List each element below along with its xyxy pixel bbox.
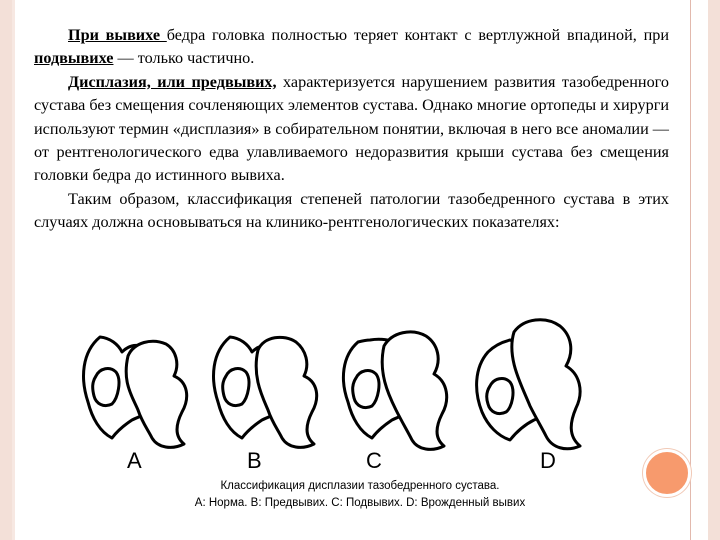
- right-vertical-rule: [690, 0, 691, 540]
- hip-drawing-d: [477, 320, 580, 449]
- right-decorative-border: [708, 0, 720, 540]
- body-text: [34, 24, 669, 235]
- left-decorative-border: [0, 0, 12, 540]
- paragraph-classification: Таким образом, классификация степеней патологии тазобедренного сустава в этих случаях должна основываться на клинико-рентгенологических показателях:: [34, 189, 669, 232]
- term-subluxation: подвывихе: [34, 49, 114, 68]
- figure-label-c: C: [366, 448, 382, 473]
- hip-drawing-c: [343, 332, 446, 449]
- accent-circle: [643, 449, 691, 497]
- figure-label-a: A: [127, 448, 142, 473]
- paragraph-dislocation-end: — только частично.: [113, 49, 255, 68]
- paragraph-dysplasia: [34, 71, 669, 188]
- paragraph-dislocation: [34, 24, 669, 71]
- figure-caption-line-2: A: Норма. B: Предвывих. C: Подвывих. D: Врожденный вывих: [194, 497, 526, 509]
- figure-label-b: B: [247, 448, 262, 473]
- paragraph-dislocation-text: бедра головка полностью теряет контакт с вертлужной впадиной, при: [166, 26, 669, 44]
- figure-caption-line-1: Классификация дисплазии тазобедренного сустава.: [220, 480, 500, 492]
- figure-label-d: D: [540, 448, 556, 473]
- term-dislocation: При вывихе: [68, 26, 167, 44]
- hip-joint-illustration: [72, 312, 597, 478]
- hip-drawing-b: [214, 337, 317, 447]
- figure-caption: [180, 478, 540, 512]
- paragraph-dysplasia-text: характеризуется нарушением развития тазобедренного сустава без смещения сочленяющих элементов сустава. Однако многие ортопеды и хирурги используют термин «дисплазия» в собирательном понятии, включая в него все аномалии — от рентгенологического едва улавливаемого недоразвития крыши сустава без смещения головки бедра до истинного вывиха.: [34, 72, 669, 185]
- left-inner-stripe: [12, 0, 15, 540]
- hip-drawing-a: [84, 337, 187, 447]
- term-dysplasia: Дисплазия, или предвывих,: [68, 72, 277, 91]
